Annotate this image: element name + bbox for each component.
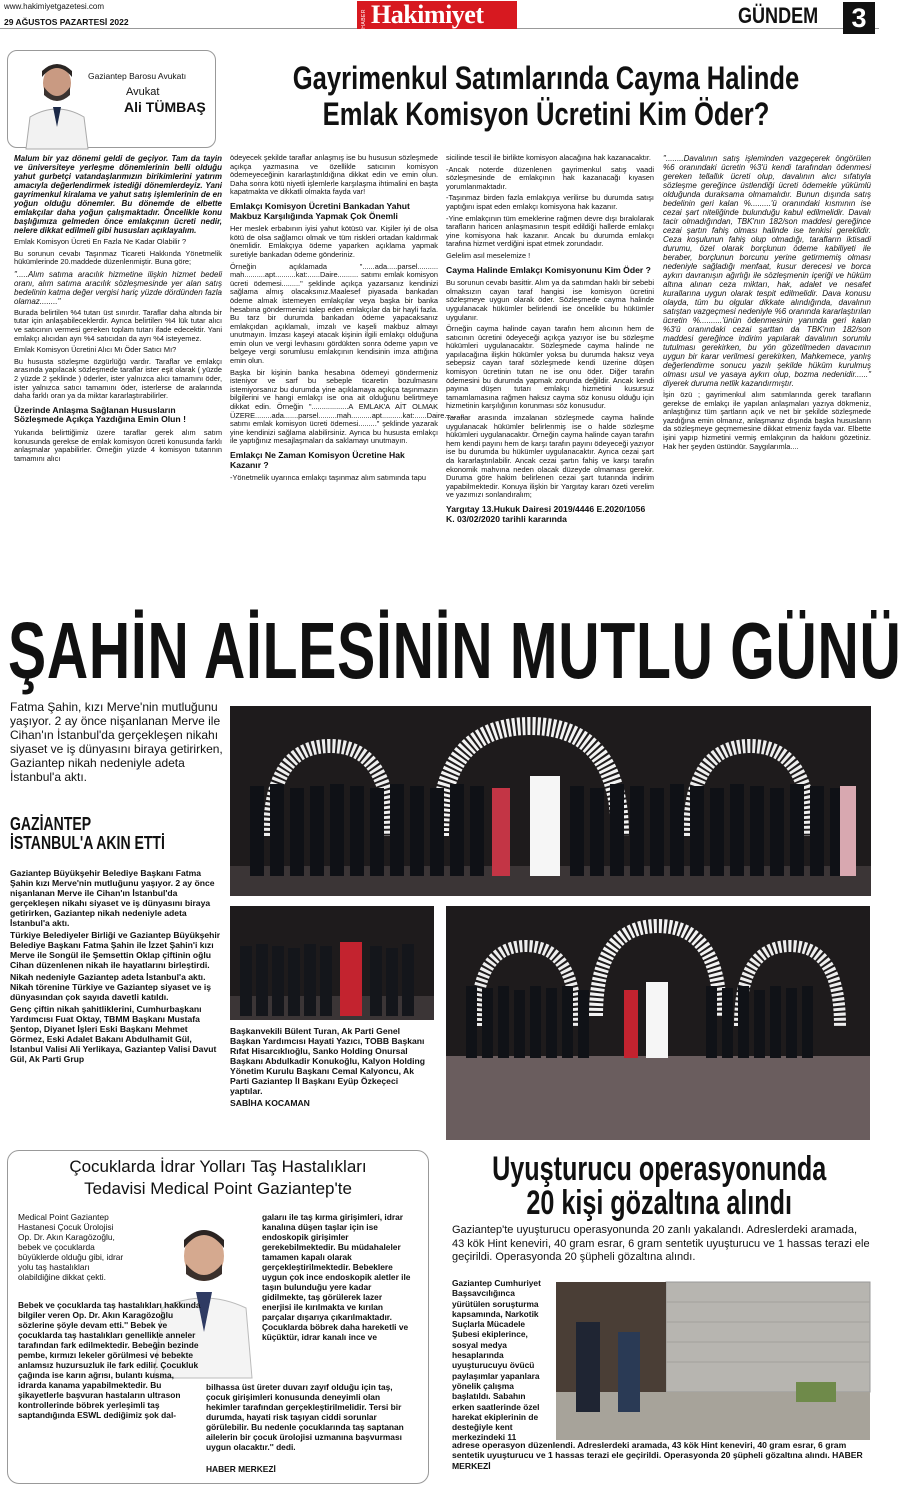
article3-intro: Medical Point Gaziantep Hastanesi Çocuk Ürolojisi Op. Dr. Akın Karagözoğlu, bebek ve çocuklarda büyüklerde olduğu gibi, idrar yolu taş hastalıkları olabildiğine dikkat çekti.: [18, 1212, 124, 1282]
article1-paragraph: İşin özü ; gayrimenkul alım satımlarında gerek tarafların gerekse de emlakçı ile yapılan anlaşmaları yazıya dökmeniz, anlaştığınız tüm şartların açık ve net bir şekilde sözleşmede yazdığına emin olmanız, anlaşmanız dışında başka hususların da sözleşmeye geçmemesine dikkat etmeniz fayda var. Elbette işini yapıp hizmetini vermiş emlakçının da hakkını gözetiniz. Hak her şeyden üstündür. Saygılarımla....: [663, 390, 871, 451]
author-org: Gaziantep Barosu Avukatı: [88, 71, 187, 81]
article2-body: [10, 868, 222, 1098]
article2-subhead-line2: İSTANBUL'A AKIN ETTİ: [10, 833, 165, 853]
article1-paragraph: Başka bir kişinin banka hesabına ödemeyi göndermeniz isteniyor ve sarf bu sebeple ticaretin bozulmasını istemiyorsanız bu durumda yine açıklamaya açıkça taşınmazın bilgilerini ve hangi emlakçı ise ona ait olduğunu belirtmeye dikkat edin. Örneğin "..................A EMLAK'A AİT OLMAK ÜZERE........ada.......parsel.........mah..........apt..........kat:......Daire.......... satımı emlak komisyon ücreti ödemesi........." şeklinde yazarak yine kendinizi sağlama alabilirsiniz. Ayrıca bu hususta emlakçı ile yaptığınız mesajlaşmaları da saklamayı unutmayın.: [230, 367, 465, 446]
page-number-box: [843, 2, 875, 34]
article1-paragraph: -Ancak noterde düzenlenen gayrimenkul satış vaadi sözleşmesinde de emlakçının hak kazanacağı kıyasen yorumlanmaktadır.: [446, 164, 654, 191]
article1-subheading: Cayma Halinde Emlakçı Komisyonunu Kim Öder ?: [446, 264, 651, 275]
article1-paragraph: Bu hususta sözleşme özgürlüğü vardır. Taraflar ve emlakçı arasında yapılacak sözleşmede taraflar ister eşit olarak ( yüzde 2 yüzde 2 şeklinde ) öderler, ister yalnızca alıcı tamamını öder, ister yalnızca satıcı tamamını öder, isterlerse de aralarında daha farklı oran ya da miktar kararlaştırabilirler.: [14, 356, 222, 401]
article1-paragraph: -Yönetmelik uyarınca emlakçı taşınmaz alım satımında tapu: [230, 473, 426, 483]
article4-body-continued-text: adrese operasyon düzenlendi. Adreslerdeki aramada, 43 kök Hint keneviri, 40 gram esrar, 6 gram sentetik uyuşturucu ve 1 hassas terazi ele geçirildi. Operasyonda 20 şüpheli gözaltına alındı.: [452, 1440, 847, 1461]
article1-paragraph: Yukarıda belirttiğimiz üzere taraflar gerek alım satım konusunda gerekse de emlak komisyon ücreti konusunda farklı anlaşmalar yapabilirler. Örneğin yüzde 4 komisyon tutarının tamamını alıcı: [14, 427, 222, 463]
article1-paragraph: Gelelim asıl meselemize !: [446, 250, 531, 260]
article2-headline: ŞAHİN AİLESİNİN MUTLU GÜNÜ: [8, 606, 902, 695]
article3-body-3: bilhassa üst üreter duvarı zayıf olduğu için taş, çocuk girişimleri konusunda deneyimli olan hekimler tarafından gerçekleştirilmelidir. Tersi bir durumda, hayati risk taşıyan ciddi sorunlar görülebilir. Bu nedenle çocuklarında taş saptanan ailelerin bir çocuk ürolojisi uzmanına başvurması uygun olacaktır.'' dedi.: [206, 1382, 404, 1452]
wedding-photo-right: [446, 906, 870, 1140]
logo-text: Hakimiyet: [371, 0, 484, 29]
article2-body-paragraph: Nikah nedeniyle Gaziantep adeta İstanbul'a aktı. Nikah törenine Türkiye ve Gaziantep siyaset ve iş dünyasından çok sayıda davetli katıldı.: [10, 972, 212, 1002]
article4-headline: [452, 1152, 866, 1220]
issue-date: 29 AĞUSTOS PAZARTESİ 2022: [4, 17, 129, 27]
article1-column-4: [663, 154, 871, 596]
article1-paragraph: ödeyecek şekilde taraflar anlaşmış ise bu hususun sözleşmede açıkça yazmasına ve özellikle satıcının komisyon ödemeyeceğinin kararlaştırıldığına dikkat edin ve emin olun. Daha sonra kötü niyetli işlemlerle karşılaşma ihtimalini en başta kapatmakta ve dikkatli olmakta fayda var!: [230, 153, 438, 197]
article2-body-continued-text: Başkanvekili Bülent Turan, Ak Parti Genel Başkan Yardımcısı Hayati Yazıcı, TOBB Başkanı Rıfat Hisarcıklıoğlu, Sanko Holding Onursal Başkanı Abdulkadir Konukoğlu, Kalyon Holding Yönetim Kurulu Başkanı Cemal Kalyoncu, Ak Parti Gaziantep İl Başkanı Eyüp Özkeçeci yaptılar.: [230, 1026, 425, 1096]
article4-body-continued: [452, 1440, 872, 1471]
article2-byline: SABİHA KOCAMAN: [230, 1098, 310, 1108]
article2-body-paragraph: Gaziantep Büyükşehir Belediye Başkanı Fatma Şahin kızı Merve'nin mutluğunu yaşıyor. 2 ay önce nişanlanan Merve ile Cihan'ın İstanbul'da gerçekleşen nikahı siyaset ve iş dünyasını biraya getirirken, Gaziantep nikah nedeniyle adeta İstanbul'a aktı.: [10, 868, 215, 928]
article2-lead: Fatma Şahin, kızı Merve'nin mutluğunu yaşıyor. 2 ay önce nişanlanan Merve ile Cihan'ın İstanbul'da gerçekleşen nikahı siyaset ve iş dünyasını biraya getirirken, Gaziantep nikah nedeniyle adeta İstanbul'a aktı.: [10, 700, 223, 784]
article3-body-2: galarıı ile taş kırma girişimleri, idrar kanalına düşen taşlar için ise endoskopik girişimler gerekebilmektedir. Bu müdahaleler tamamen kapalı olarak gerçekleştirilmektedir. Bebeklere uygun çok ince endoskopik aletler ile taşın bulunduğu yere kadar gidilmekte, taş görülerek lazer enerjisi ile kırılmakta ve kırılan parçalar dışarıya çıkarılmaktadır. Çocuklarda böbrek daha hareketli ve küçüktür, idrar kanalı ince ve: [262, 1212, 411, 1342]
raid-photo: [556, 1282, 870, 1440]
article1-subheading: Emlakçı Ne Zaman Komisyon Ücretine Hak Kazanır ?: [230, 450, 405, 470]
article1-paragraph: sicilinde tescil ile birlikte komisyon alacağına hak kazanacaktır.: [446, 153, 651, 162]
article1-paragraph: Bu sorunun cevabı Taşınmaz Ticareti Hakkında Yönetmelik hükümlerinde 20.maddede düzenlenmiştir. Buna göre;: [14, 248, 222, 267]
article1-column-2: [230, 153, 465, 596]
section-name: GÜNDEM: [738, 3, 819, 28]
article1-column-1: [14, 154, 222, 596]
article3-byline: HABER MERKEZİ: [206, 1464, 276, 1474]
website-url[interactable]: www.hakimiyetgazetesi.com: [4, 2, 105, 11]
article3-body-1: Bebek ve çocuklarda taş hastalıkları hakkında bilgiler veren Op. Dr. Akın Karagözoğlu sözlerine şöyle devam etti.'' Bebek ve çocuklarda taş hastalıkları genellikle anneler tarafından fark edilmektedir. Bebeğin bezinde pembe, kırmızı lekeler görülmesi ve bebekte anlamsız huzursuzluk ile fark edilir. Çocukluk çağında ise karın ağrısı, bulantı kusma, idrarda kanama yapabilmektedir. Bu şikayetlerle başvuran hastaların ultrason kontrollerinde böbrek yerleşimli taş saptandığında ESWL dediğimiz şok dal-: [18, 1300, 201, 1420]
article2-subhead: [10, 815, 213, 853]
article3-headline-line1: Çocuklarda İdrar Yolları Taş Hastalıkları: [69, 1157, 367, 1176]
author-role: Avukat: [126, 86, 160, 98]
article2-subhead-line1: GAZİANTEP: [10, 814, 92, 834]
author-photo: [26, 57, 88, 149]
author-box: [7, 50, 216, 148]
article1-paragraph: "........Davalının satış işleminden vazgeçerek öngörülen %6 oranındaki ücretin %3'ü kendi tarafından ödenmesi gereken tellallık ücreti olup, davalının alıcı sıfatıyla sözleşme gereğince üstlendiği ücreti ödemekle yükümlü olduğunda duraksama olmamalıdır. Bunun dışında satış bedelinin geri kalan %.........'ü oranındaki kısmının ise cezai şart niteliğinde bulunduğu kabul edilmelidir. Davalı tacir olmadığından, TBK'nın 182/son maddesi gereğince cezai şartın fahiş olması halinde ise tenkisi gereklidir. Ceza koşulunun fahiş olup olmadığı, tarafların iktisadi durumu, özel olarak borçlunun ödeme kabiliyeti ile beraber, borçlunun borcunu yerine getirmemiş olması nedeniyle sağladığı menfaat, kusur derecesi ve borca aykırı davranışın ağırlığı ile sözleşmenin içeriği ve hüküm altına alınan ceza miktarı, hak, adalet ve nesafet kurallarına uygun olarak tespit edilmelidir. Dava konusu olayda, tüm bu olgular dikkate alındığında, davalının satıştan vazgeçmesi nedeniyle %6 oranında kararlaştırılan ücretin %..........'ünün ödenmesinin yanında geri kalan %3'ü oranındaki cezai şarttan da TBK'nın 182/son maddesi gereğince indirim yapılarak davalının sorumlu tutulması gerekirken, bu yön gözetilmeden davacının uygun bir karar verilmesi gerekirken, Mahkemece, yanlış değerlendirme sonucu yazılı şekilde hüküm kurulmuş olması usul ve yasaya aykırı olup, bozma nedenidir......" diyerek duruma netlik kazandırmıştır.: [663, 154, 871, 388]
article4-body: Gaziantep Cumhuriyet Başsavcılığınca yürütülen soruşturma kapsamında, Narkotik Suçlarla Mücadele Şubesi ekiplerince, sosyal medya hesaplarında uyuşturucuyu övücü paylaşımlar yapanlara yönelik çalışma başlatıldı. Sabahın erken saatlerinde özel harekat ekiplerinin de desteğiyle kent merkezindeki 11: [452, 1278, 541, 1443]
article1-paragraph: Burada belirtilen %4 tutarı üst sınırdır. Taraflar daha altında bir tutar için anlaşabileceklerdir. Ayrıca belirtilen %4 lük tutar alıcı ve satıcının vermesi gereken toplam tutarı ifade edecektir. Yani emlakçı alıcıdan ayrı %4 satıcıdan da ayrı %4 isteyemez.: [14, 307, 222, 343]
article3-headline-line2: Tedavisi Medical Point Gaziantep'te: [84, 1179, 352, 1198]
article1-paragraph: -Taşınmaz birden fazla emlakçıya verilirse bu durumda satışı yaptığını ispat eden emlakçı komisyona hak kazanır.: [446, 193, 654, 211]
wedding-photo-main: [230, 706, 871, 896]
article2-body-continued: [230, 1026, 430, 1110]
article1-subheading: Üzerinde Anlaşma Sağlanan Hususların Sözleşmede Açıkça Yazdığına Emin Olun !: [14, 404, 186, 425]
article4-headline-line1: Uyuşturucu operasyonunda: [492, 1150, 827, 1188]
article4-headline-line2: 20 kişi gözaltına alındı: [526, 1184, 793, 1222]
author-name: Ali TÜMBAŞ: [124, 99, 206, 115]
page-number: 3: [851, 3, 867, 33]
article2-body-paragraph: Genç çiftin nikah şahitliklerini, Cumhurbaşkanı Yardımcısı Fuat Oktay, TBMM Başkanı Mustafa Şentop, Diyanet İşleri Eski Başkanı Mehmet Görmez, Eski Adalet Bakanı Abdulhamit Gül, İstanbul Valisi Ali Yerlikaya, Gaziantep Valisi Davut Gül, Ak Parti Grup: [10, 1004, 217, 1064]
logo-side-text: HABER: [361, 9, 367, 29]
article1-subheading: Yargıtay 13.Hukuk Dairesi 2019/4446 E.2020/1056 K. 03/02/2020 tarihli kararında: [446, 503, 646, 524]
article4-lead: Gaziantep'te uyuşturucu operasyonunda 20 zanlı yakalandı. Adreslerdeki aramada, 43 kök Hint keneviri, 40 gram esrar, 6 gram sentetik uyuşturucu ve 1 hassas terazi ele geçirildi. Operasyonda 20 şüpheli gözaltına alındı.: [452, 1224, 870, 1263]
article1-paragraph: -Yine emlakçının tüm emeklerine rağmen devre dışı bırakılarak tarafların haricen anlaşmasının tespit edildiği hallerde emlakçı yine komisyona hak kazanır. Ancak bu durumda emlakçı tarafına hizmet verdiğini ispat etmek zorundadır.: [446, 213, 654, 249]
article1-subheading: Emlakçı Komisyon Ücretini Bankadan Yahut Makbuz Karşılığında Yapmak Çok Önemli: [230, 200, 410, 221]
masthead-logo: [357, 1, 517, 29]
article1-paragraph: Emlak Komisyon Ücretini Alıcı Mı Öder Satıcı Mı?: [14, 345, 177, 355]
article4-byline: HABER MERKEZİ: [452, 1450, 863, 1471]
article1-headline-line2: Emlak Komisyon Ücretini Kim Öder?: [322, 96, 770, 132]
article2-body-paragraph: Türkiye Belediyeler Birliği ve Gaziantep Büyükşehir Belediye Başkanı Fatma Şahin ile İzzet Şahin'i kızı Merve ile Songül ile Şemsettin Oklap çiftinin oğlu Cihan düzenlenen nikah ile hayatlarını birleştirdi.: [10, 930, 221, 970]
article1-paragraph: Emlak Komisyon Ücreti En Fazla Ne Kadar Olabilir ?: [14, 237, 187, 246]
article1-column-3: [446, 154, 654, 596]
article1-paragraph: ".....Alım satıma aracılık hizmetine ilişkin hizmet bedeli oranı, alım satıma aracılık sözleşmesinde yer alan satış bedelinin katma değer vergisi hariç yüzde dördünden fazla olamaz........": [14, 269, 222, 306]
article1-paragraph: Örneğin cayma halinde cayan tarafın hem alıcının hem de satıcının ücretini ödeyeceği açıkça yazıyor ise bu sözleşme hükümleri uygulanacaktır. Sözleşmede cayma halinde ne yapılacağına ilişkin hükümler yoksa bu durumda haksız veya sebepsiz cayan taraf sözleşmede kendi üzerine düşen komisyon ücretinin tutarı ne ise onu öder. Diğer tarafın ödemesini bu durumda yapmak zorunda değildir. Ancak kendi payına düşen tutarı emlakçı hizmetini kusursuz tamamlamasına rağmen haksız cayma söz konusu olduğu için hizmetinin karşılığının korunması söz konusudur.: [446, 324, 654, 411]
article1-paragraph: Bu sorunun cevabı basittir. Alım ya da satımdan haklı bir sebebi olmaksızın cayan taraf hangisi ise komisyon ücretini sözleşmeye uygun olarak öder. Sözleşmede cayma halinde uygulanacak hükümler belirlendi ise öncelikle bu hükümler uygulanır.: [446, 278, 654, 322]
article1-headline: [226, 60, 866, 132]
article1-paragraph: Malum bir yaz dönemi geldi de geçiyor. Tam da tayin ve üniversiteye yerleşme dönemlerinin belli olduğu yahut gurbetçi vatandaşlarımızın birikimlerini yatırım amacıyla değerlendirmek istediği dönemlerdeyiz. Yani gayrimenkul kiralama ve yahut satış işlemlerinin de en yoğun olduğu dönemler. Bu dönemde de elbette emlakçılar daha yoğun çalışmaktadır. Öncelikle konu başlığımıza gelmeden önce emlakçının ücreti nedir, nelere dikkat edilmeli gibi hususları açıklayalım.: [14, 154, 222, 235]
wedding-photo-left: [230, 906, 434, 1020]
article1-headline-line1: Gayrimenkul Satımlarında Cayma Halinde: [292, 60, 800, 96]
article1-paragraph: Her meslek erbabının iyisi yahut kötüsü var. Kişiler iyi de olsa kötü de olsa sağlamcı olmak ve tüm riskleri ortadan kaldırmak önemlidir. Emlakçıya ödeme yaparken açıklama yapmak suretiyle bankadan ödeme gönderiniz.: [230, 224, 438, 259]
article3-headline: [14, 1156, 422, 1200]
article1-paragraph: Taraflar arasında imzalanan sözleşmede cayma halinde uygulanacak hükümler belirlenmiş ise o halde sözleşme hükümleri uygulanacaktır. Örneğin cayma halinde cayan tarafın hem kendi payını hem de karşı tarafın payını ödeyeceği yazıyor ise bu durumda bu hükümler uygulanacaktır. Ayrıca cezai şart da kararlaştırılabilir. Ancak cezai şartın fahiş ve karşı tarafın ekonomik mahvına neden olacak düzeyde olmaması gerekir. Duruma göre hakim belirlenen cezai şart tutarında indirim yapabilmektedir. Konuya ilişkin bir Yargıtay kararı özeti verelim ve yazımızı sonlandıralım;: [446, 413, 654, 500]
article1-paragraph: Örneğin açıklamada "......ada.....parsel.......... mah..........apt..........kat:......Daire.......... satımı emlak komisyon ücreti ödemesi........." şeklinde açıkça yazarsanız kendinizi sağlama almış olacaksınız.Maalesef piyasada bankadan ödeme almak istemeyen emlakçılar veya başka bir banka hesabına göndermenizi talep eden emlakçılar da bir hayli fazla. Bu tarz bir durumda bankadan ödeme yapacaksanız emlakçıdan açıklamalı, imzalı ve kaşeli makbuz almayı unutmayın. İmzası kaşeyi atacak kişinin ilgili emlakçı olduğuna emin olun ve vergi levhasını gördükten sonra ödeme yapın ve belgeye vergi sorumlusu emlakçının kendisinin imza attığına emin olun.: [230, 261, 438, 366]
